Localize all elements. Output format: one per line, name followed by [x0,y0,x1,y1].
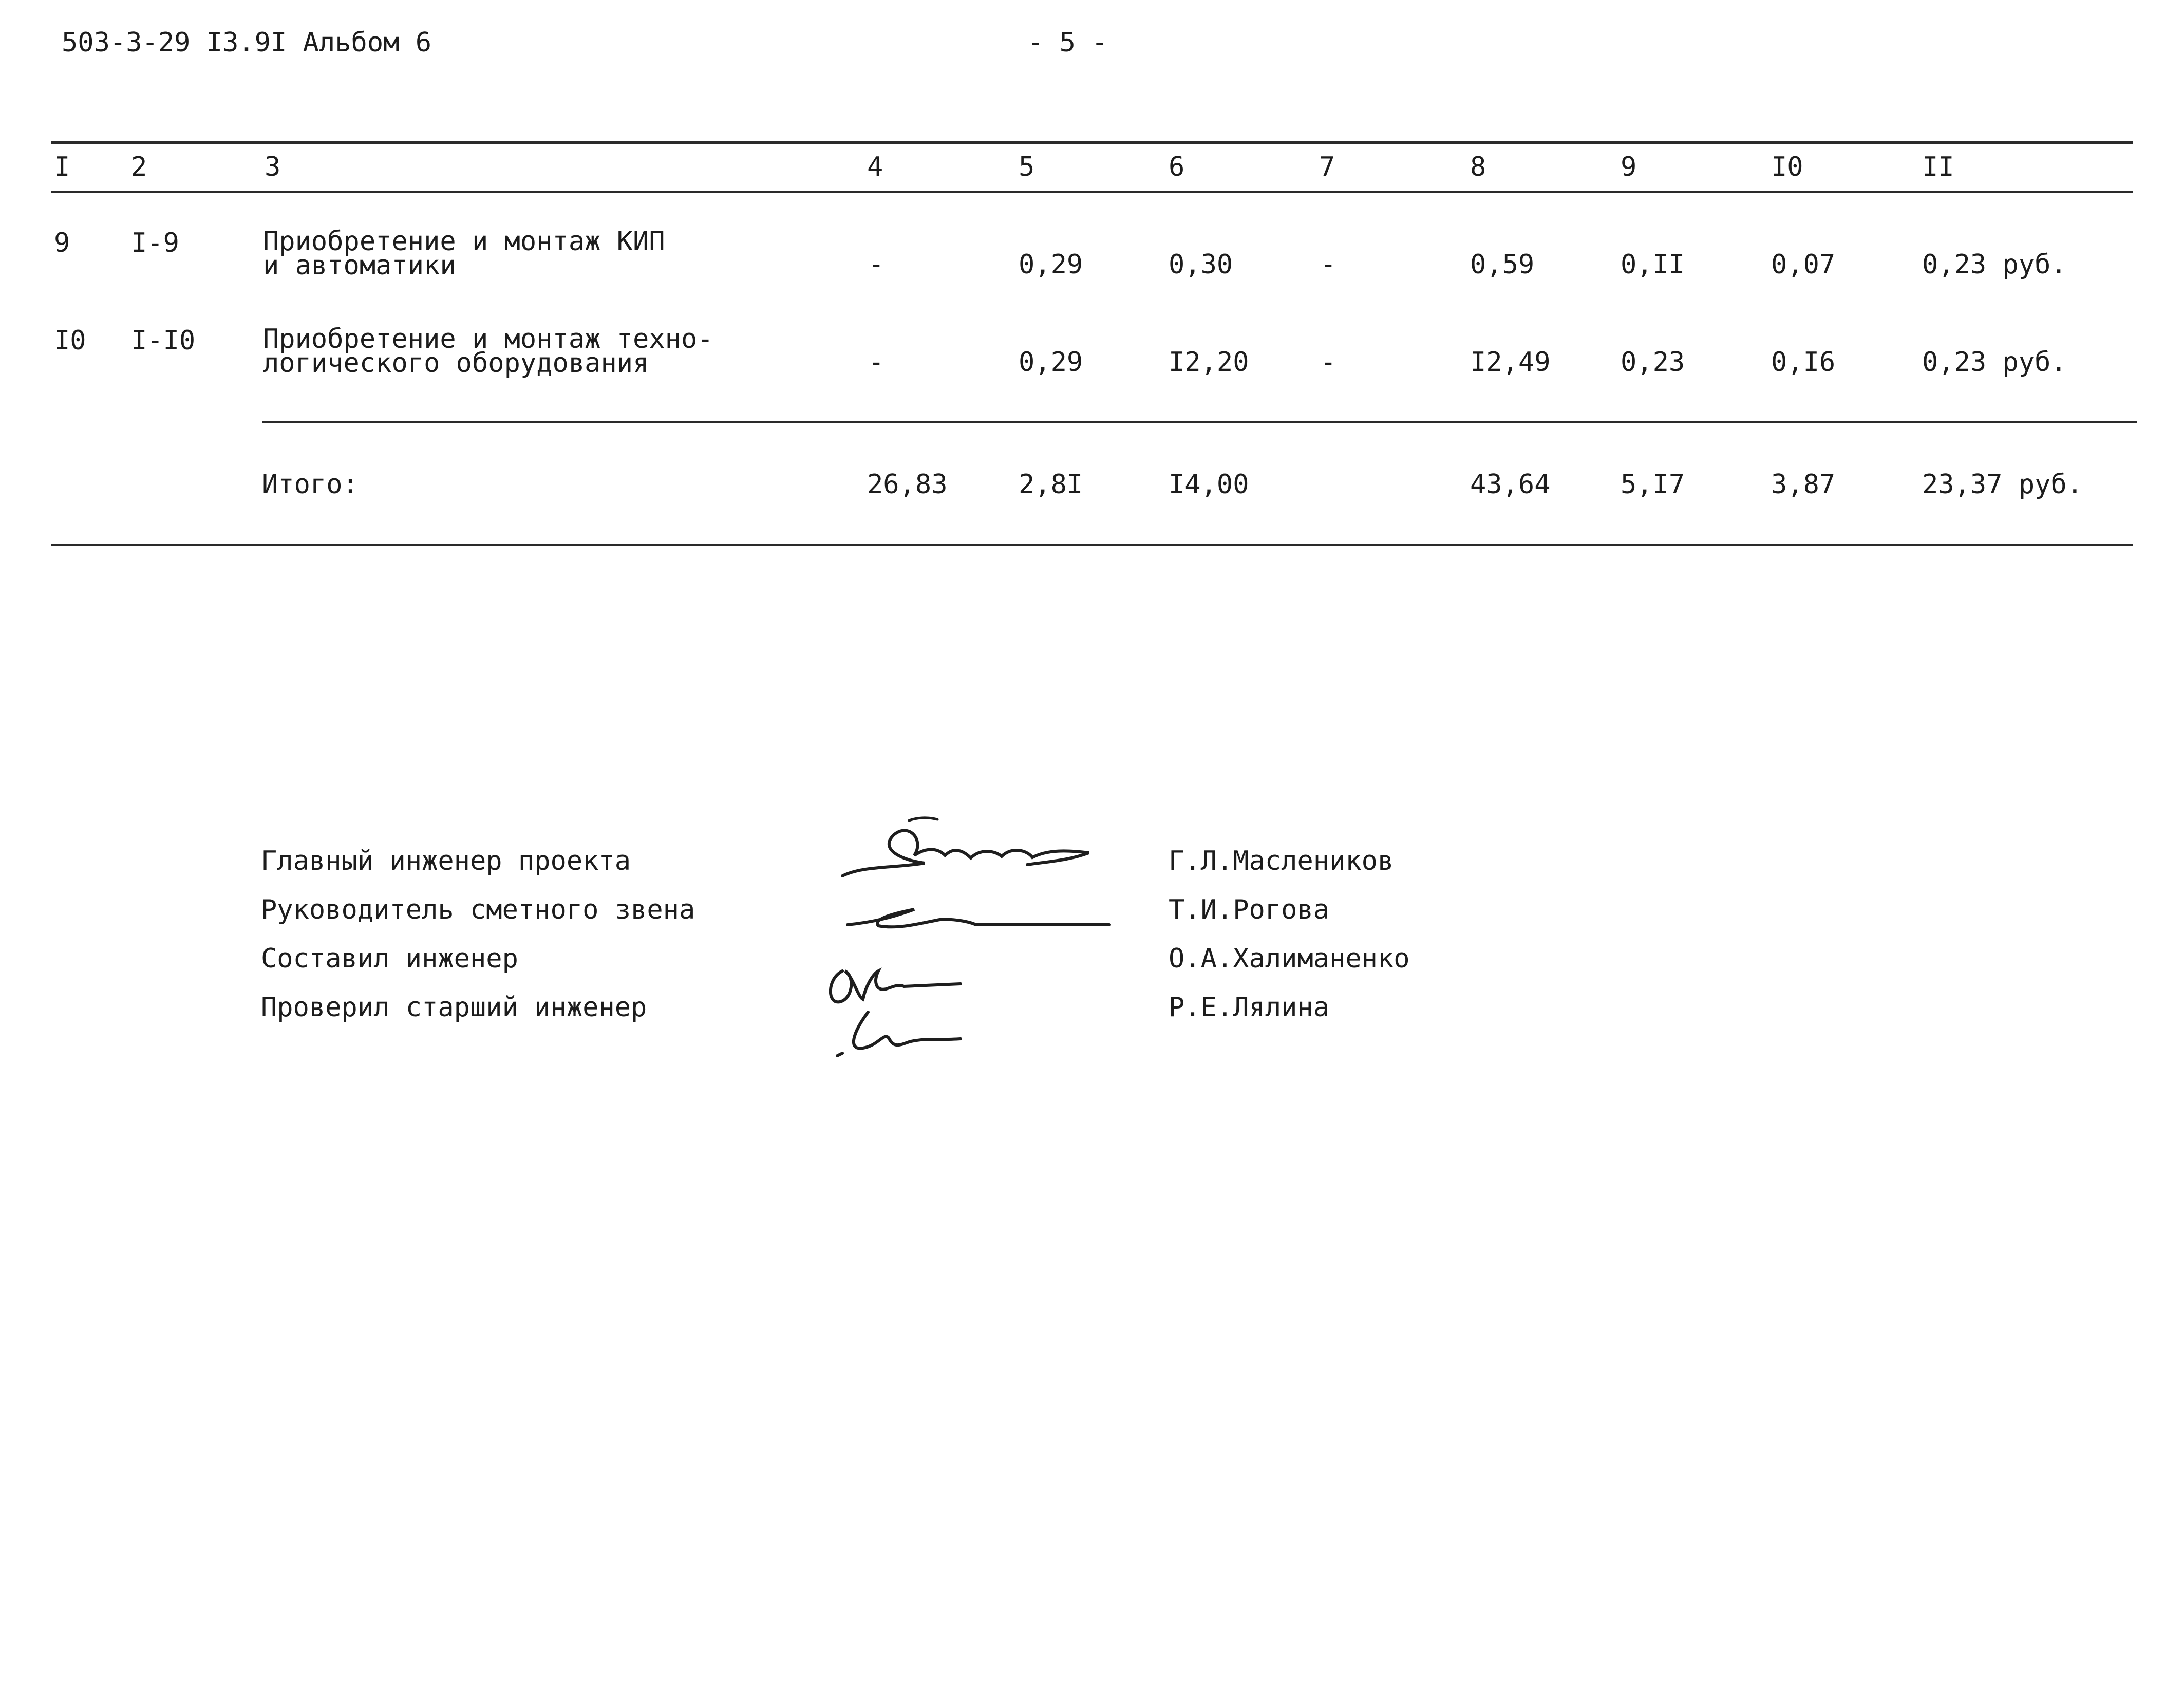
total-col5: 2,8I [1019,469,1083,500]
signature-name: Г.Л.Маслеников [1169,846,1394,876]
signature-name: Т.И.Рогова [1169,894,1330,925]
cell-col4: - [868,347,884,378]
cell-col7: - [1320,347,1336,378]
signature-role: Проверил старший инженер [261,992,647,1023]
column-header: 4 [867,152,883,182]
table-top-rule [51,141,2133,144]
signature-role: Составил инженер [261,943,518,974]
column-header: I [54,152,70,182]
column-header: 9 [1621,152,1637,182]
cell-col9: 0,23 [1621,347,1685,378]
total-col6: I4,00 [1169,469,1249,500]
row-description-line2: и автоматики [263,250,456,281]
total-top-rule [262,421,2137,423]
cell-col8: 0,59 [1470,249,1535,280]
cell-col10: 0,07 [1771,249,1836,280]
cell-col11: 0,23 руб. [1922,249,2067,280]
column-header: 7 [1319,152,1335,182]
signature-name: О.А.Халиманенко [1169,943,1410,974]
column-header: 3 [265,152,281,182]
handwritten-signature-2 [842,894,1120,940]
cell-col10: 0,I6 [1771,347,1836,378]
table-bottom-rule [51,544,2133,546]
cell-col5: 0,29 [1019,249,1083,280]
cell-col5: 0,29 [1019,347,1083,378]
cell-col6: 0,30 [1169,249,1233,280]
cell-col7: - [1320,249,1336,280]
handwritten-signature-1 [832,814,1120,891]
document-code: 503-3-29 I3.9I Альбом 6 [62,27,432,58]
total-col11: 23,37 руб. [1922,469,2083,500]
column-header: 5 [1019,152,1035,182]
signature-role: Главный инженер проекта [261,846,631,876]
row-code: I-I0 [131,325,196,356]
cell-col11: 0,23 руб. [1922,347,2067,378]
signature-role: Руководитель сметного звена [261,894,695,925]
row-description-line2: логического оборудования [263,348,649,379]
row-description-line1: Приобретение и монтаж КИП [263,226,665,257]
total-label: Итого: [262,469,359,500]
cell-col8: I2,49 [1470,347,1551,378]
row-number: 9 [54,228,70,258]
cell-col4: - [868,249,884,280]
total-col4: 26,83 [867,469,948,500]
column-header: 6 [1169,152,1185,182]
page-number: - 5 - [1027,27,1108,58]
column-header: I0 [1771,152,1803,182]
row-description-line1: Приобретение и монтаж техно- [263,324,713,354]
cell-col6: I2,20 [1169,347,1249,378]
total-col9: 5,I7 [1621,469,1685,500]
row-code: I-9 [131,228,179,258]
total-col10: 3,87 [1771,469,1836,500]
header-bottom-rule [51,191,2133,193]
row-number: I0 [54,325,86,356]
column-header: 8 [1470,152,1486,182]
signature-name: Р.Е.Лялина [1169,992,1330,1023]
total-col8: 43,64 [1470,469,1551,500]
cell-col9: 0,II [1621,249,1685,280]
column-header: II [1922,152,1954,182]
column-header: 2 [131,152,147,182]
handwritten-signature-4 [822,1002,976,1069]
